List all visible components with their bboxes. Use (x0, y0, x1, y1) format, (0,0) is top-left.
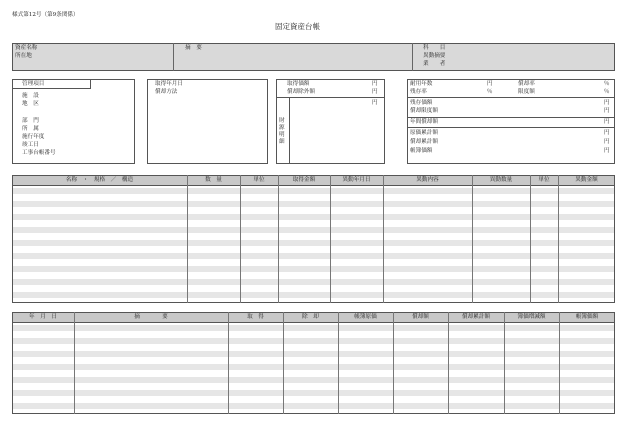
account-label: 科 目 (423, 45, 446, 51)
book-value-label: 帳簿価額 (410, 148, 433, 154)
asset-header-band (12, 43, 615, 71)
column-divider (448, 312, 449, 414)
excluded-price-label: 償却除外額 (287, 89, 315, 95)
useful-life-unit: 円 (487, 81, 493, 87)
column-header: 年 月 日 (29, 314, 57, 320)
column-header: 取 得 (247, 314, 264, 320)
table-row-stripe (13, 364, 614, 370)
mgmt-item-label: 管理項目 (22, 81, 45, 87)
mgmt-fiscal-year-label: 施行年度 (22, 134, 45, 140)
table-row-stripe (13, 227, 614, 233)
dep-cumulative-yen: 円 (604, 139, 610, 145)
column-divider (383, 175, 384, 303)
column-header: 異動年月日 (342, 177, 371, 183)
column-divider (330, 175, 331, 303)
table-row-stripe (13, 266, 614, 272)
dep-cumulative-label: 償却累計額 (410, 139, 438, 145)
table-row-stripe (13, 377, 614, 383)
column-header: 異動内容 (416, 177, 439, 183)
residual-rate-pct: ％ (487, 89, 493, 95)
excluded-price-yen: 円 (372, 89, 378, 95)
limit-amount-label: 限度額 (518, 89, 535, 95)
mgmt-completion-label: 竣工日 (22, 142, 39, 148)
dep-rate-pct: ％ (604, 81, 610, 87)
table-row-stripe (13, 279, 614, 285)
residual-value-label: 残存価額 (410, 100, 433, 106)
table-row-stripe (13, 240, 614, 246)
acq-price-label: 取得価額 (287, 81, 310, 87)
form-number: 様式第12号（第9条関係） (12, 12, 79, 18)
mgmt-ledger-number-label: 工事台帳番号 (22, 150, 56, 156)
column-header: 摘 要 (134, 314, 168, 320)
table-row-stripe (13, 325, 614, 331)
asset-name-label: 資産名称 (15, 45, 38, 51)
acq-price-yen: 円 (372, 81, 378, 87)
table-row-stripe (13, 292, 614, 298)
column-header: 償却累計額 (462, 314, 490, 320)
column-header: 取得金額 (292, 177, 316, 183)
dep-method-label: 償却方法 (155, 89, 178, 95)
table-row-stripe (13, 390, 614, 396)
table-row-stripe (13, 338, 614, 344)
column-divider (278, 175, 279, 303)
column-divider (74, 312, 75, 414)
limit-amount-pct: ％ (604, 89, 610, 95)
acquisition-date-label: 取得年月日 (155, 81, 183, 87)
depreciation-box (407, 79, 615, 164)
source-yen: 円 (372, 100, 378, 106)
orig-cumulative-yen: 円 (604, 130, 610, 136)
column-header: 帳簿原価 (354, 314, 377, 320)
column-divider (472, 175, 473, 303)
mgmt-facility-label: 施 設 (22, 93, 39, 99)
table-row-stripe (13, 351, 614, 357)
annual-dep-label: 年間償却額 (410, 119, 438, 125)
column-divider (283, 312, 284, 414)
useful-life-label: 耐用年数 (410, 81, 433, 87)
column-divider (228, 312, 229, 414)
column-divider (559, 312, 560, 414)
column-divider (530, 175, 531, 303)
column-header: 除 却 (302, 314, 319, 320)
column-header: 帳簿価額 (575, 314, 599, 320)
table-row-stripe (13, 201, 614, 207)
column-header: 異動数量 (489, 177, 513, 183)
source-detail-label: 財源明細 (279, 118, 285, 145)
dep-limit-label: 償却限度額 (410, 108, 438, 114)
mgmt-department-label: 部 門 (22, 118, 39, 124)
column-header: 名称 ・ 規格 ／ 構造 (65, 177, 134, 183)
residual-rate-label: 残存率 (410, 89, 427, 95)
table-row-stripe (13, 253, 614, 259)
dep-limit-yen: 円 (604, 108, 610, 114)
mgmt-district-label: 地 区 (22, 101, 39, 107)
dep-rate-label: 償却率 (518, 81, 535, 87)
column-divider (558, 175, 559, 303)
table-row-stripe (13, 188, 614, 194)
orig-cumulative-label: 原価累計額 (410, 130, 438, 136)
column-divider (504, 312, 505, 414)
column-divider (240, 175, 241, 303)
mgmt-affiliation-label: 所 属 (22, 126, 39, 132)
column-header: 異動金額 (575, 177, 598, 183)
business-label: 業 者 (423, 61, 446, 67)
column-header: 簿価増減額 (517, 314, 546, 320)
residual-value-yen: 円 (604, 100, 610, 106)
column-header: 単位 (538, 177, 550, 183)
column-header: 数 量 (205, 177, 222, 183)
column-divider (338, 312, 339, 414)
change-summary-label: 異動摘要 (423, 53, 446, 59)
summary-label: 摘 要 (185, 45, 202, 51)
book-value-yen: 円 (604, 148, 610, 154)
column-header: 償却額 (412, 314, 429, 320)
column-divider (393, 312, 394, 414)
location-label: 所在地 (15, 53, 32, 59)
table-row-stripe (13, 214, 614, 220)
page-title: 固定資産台帳 (275, 22, 320, 31)
column-divider (187, 175, 188, 303)
table-row-stripe (13, 403, 614, 409)
annual-dep-yen: 円 (604, 119, 610, 125)
column-header: 単位 (253, 177, 265, 183)
